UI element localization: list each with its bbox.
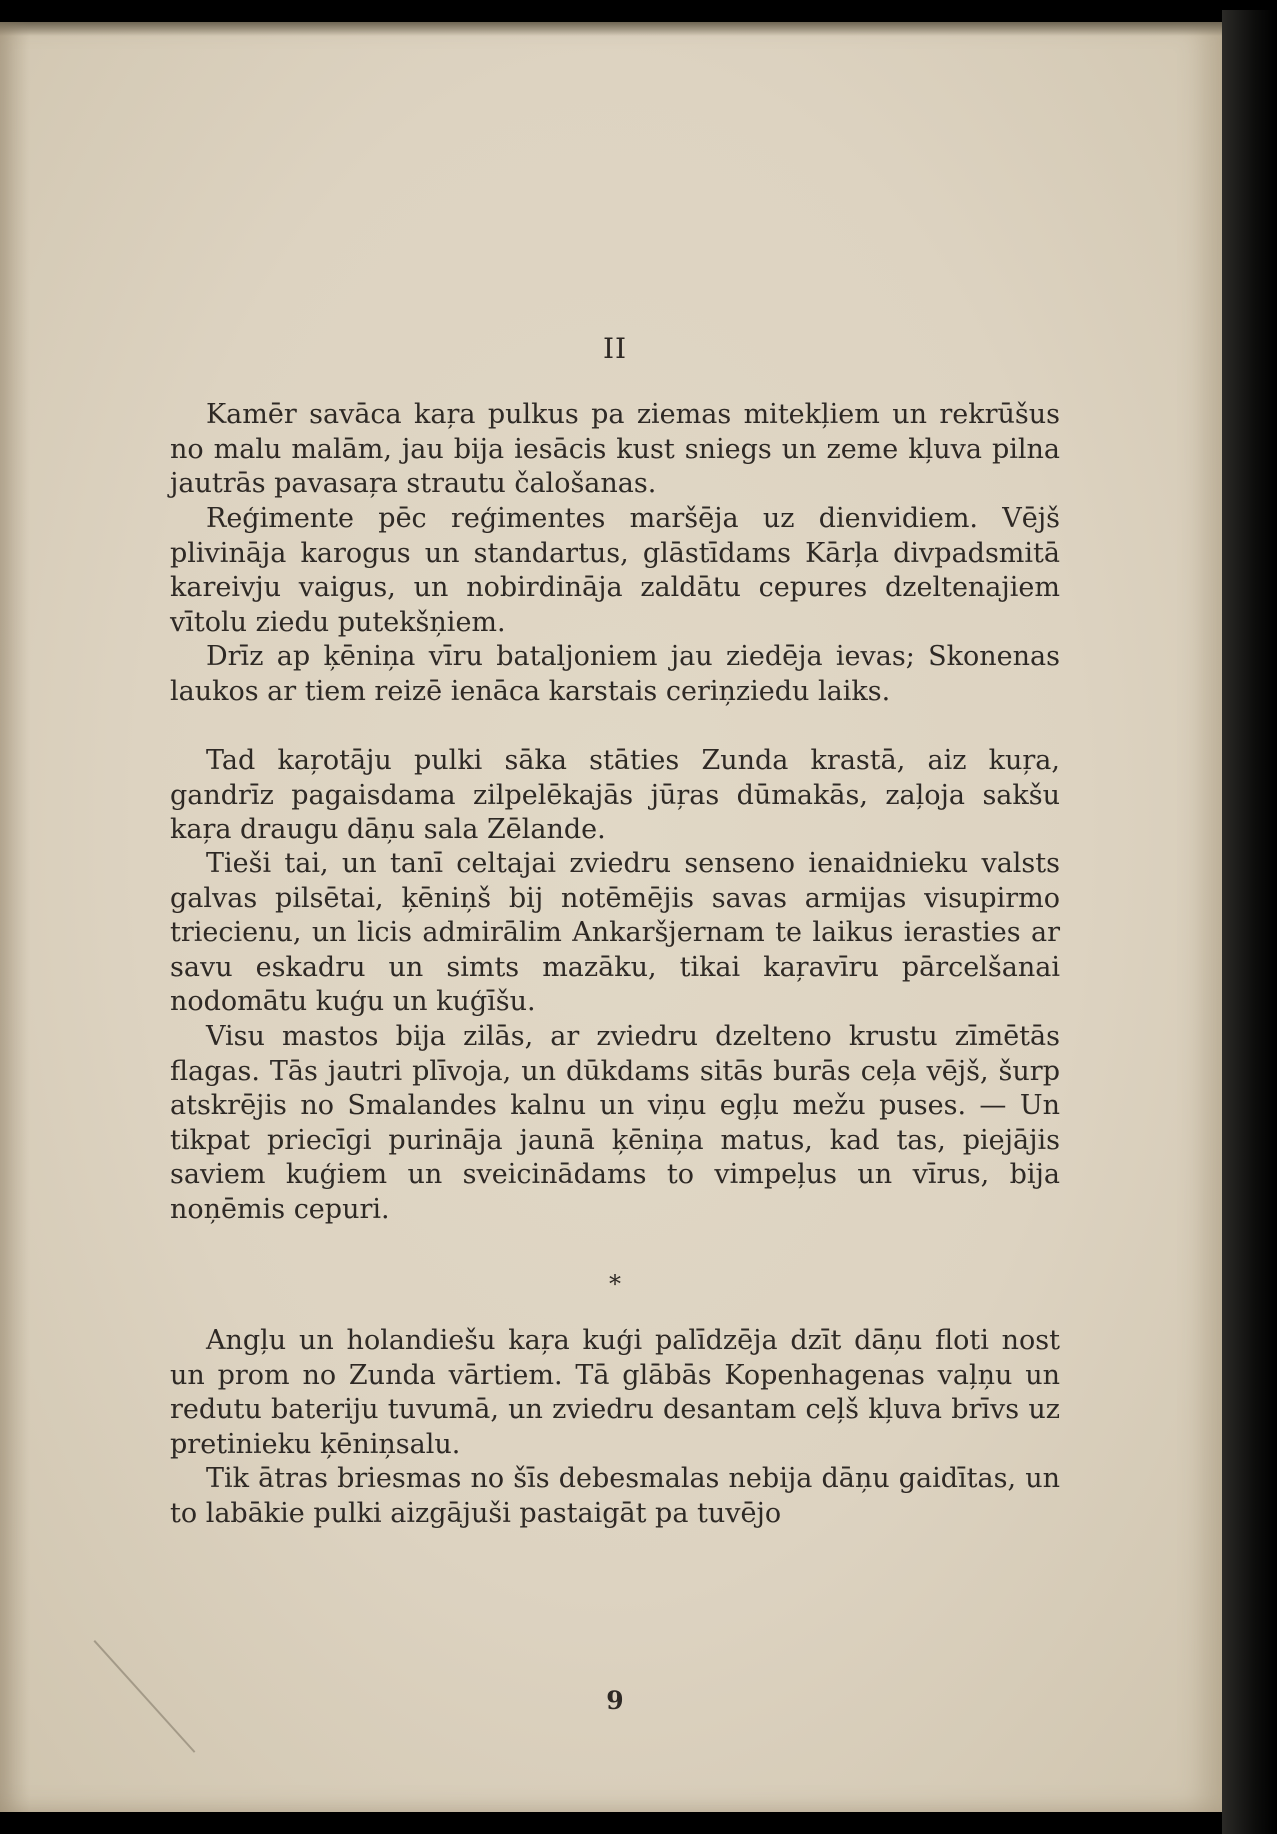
paragraph-2: Reģimente pēc reģimentes maršēja uz dienvidiem. Vējš plivināja karogus un standartus, glāstīdams Kārļa divpadsmitā kareivju vaigus, un nobirdināja zaldātu cepures dzeltenajiem vītolu ziedu putekšņiem.	[170, 503, 1060, 638]
paragraph-6: Visu mastos bija zilās, ar zviedru dzelteno krustu zīmētās flagas. Tās jautri plīvoja, un dūkdams sitās burās ceļa vējš, šurp atskrējis no Smalandes kalnu un viņu egļu mežu puses. — Un tikpat priecīgi purināja jaunā ķēniņa matus, kad tas, piejājis saviem kuģiem un sveicinādams to vimpeļus un vīrus, bija noņēmis cepuri.	[170, 1021, 1060, 1225]
paragraph-5: Tieši tai, un tanī celtajai zviedru senseno ienaidnieku valsts galvas pilsētai, ķēniņš bij notēmējis savas armijas visupirmo triecienu, un licis admirālim Ankaršjernam te laikus ierasties ar savu eskadru un simts mazāku, tikai kaŗavīru pārcelšanai nodomātu kuģu un kuģīšu.	[170, 848, 1060, 1017]
page-top-shadow	[0, 22, 1222, 36]
paragraph-3: Drīz ap ķēniņa vīru bataljoniem jau ziedēja ievas; Skonenas laukos ar tiem reizē ienāca karstais ceriņziedu laiks.	[170, 641, 1060, 707]
page-left-shadow	[0, 22, 30, 1812]
paragraph-7: Angļu un holandiešu kaŗa kuģi palīdzēja dzīt dāņu floti nost un prom no Zunda vārtiem. Tā glābās Kopenhagenas vaļņu un redutu bateriju tuvumā, un zviedru desantam ceļš kļuva brīvs uz pretinieku ķēniņsalu.	[170, 1325, 1060, 1460]
paragraph-1: Kamēr savāca kaŗa pulkus pa ziemas mitekļiem un rekrūšus no malu malām, jau bija iesācis kust sniegs un zeme kļuva pilna jautrās pavasaŗa strautu čalošanas.	[170, 399, 1060, 499]
paragraph-4: Tad kaŗotāju pulki sāka stāties Zunda krastā, aiz kuŗa, gandrīz pagaisdama zilpelēkajās jūŗas dūmakās, zaļoja sakšu kaŗa draugu dāņu sala Zēlande.	[170, 745, 1060, 845]
page-number: 9	[606, 1686, 624, 1715]
chapter-heading: II	[602, 332, 628, 365]
section-break-asterisk: *	[609, 1270, 621, 1298]
book-spine	[1222, 10, 1277, 1834]
paragraph-8: Tik ātras briesmas no šīs debesmalas nebija dāņu gaidītas, un to labākie pulki aizgājuši pastaigāt pa tuvējo	[170, 1463, 1060, 1529]
